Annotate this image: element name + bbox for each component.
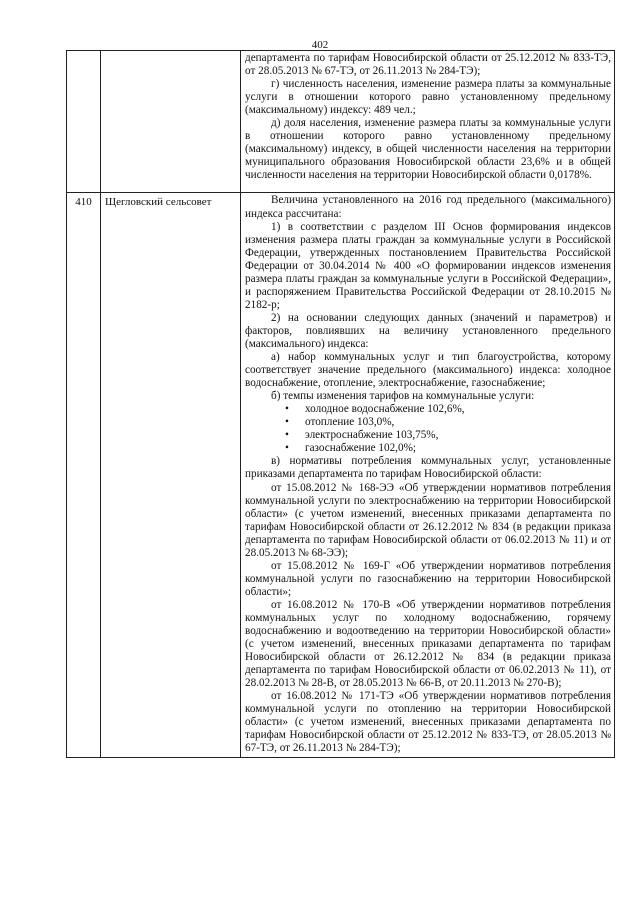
- paragraph: а) набор коммунальных услуг и тип благоустройства, которому соответствует значение предельного (максимального) индекса: холодное водоснабжение, отопление, электроснабжение, газоснабжение;: [245, 351, 611, 390]
- municipality-name: [101, 51, 241, 193]
- paragraph: 1) в соответствии с разделом III Основ формирования индексов изменения размера платы граждан за коммунальные услуги в Российской Федерации, утвержденных постановлением Правительства Российской Федерации от 30.04.2014 № 400 «О формировании индексов изменения размера платы граждан за коммунальные услуги в Российской Федерации», и распоряжением Правительства Российской Федерации от 28.10.2015 № 2182-р;: [245, 220, 611, 311]
- page-number: 402: [311, 39, 329, 51]
- paragraph: от 15.08.2012 № 168-ЭЭ «Об утверждении нормативов потребления коммунальной услуги по электроснабжению на территории Новосибирской области» (с учетом изменений, внесенных приказами департамента по тарифам Новосибирской области от 26.12.2012 № 834 (в редакции приказа департамента по тарифам Новосибирской области от 06.02.2013 № 11) и от 28.05.2013 № 68-ЭЭ);: [245, 481, 611, 559]
- row-number: [67, 51, 101, 193]
- list-item: • газоснабжение 102,0%;: [305, 442, 611, 455]
- paragraph: Величина установленного на 2016 год предельного (максимального) индекса рассчитана:: [245, 194, 611, 220]
- paragraph: 2) на основании следующих данных (значений и параметров) и факторов, повлиявших на величину установленного предельного (максимального) индекса:: [245, 311, 611, 350]
- paragraph: департамента по тарифам Новосибирской области от 25.12.2012 № 833-ТЭ, от 28.05.2013 № 67-ТЭ, от 26.11.2013 № 284-ТЭ);: [245, 52, 611, 78]
- row-text: [241, 193, 615, 758]
- list-item: • электроснабжение 103,75%,: [305, 429, 611, 442]
- list-item: • холодное водоснабжение 102,6%,: [305, 403, 611, 416]
- table-row: [67, 51, 615, 193]
- paragraph: д) доля населения, изменение размера платы за коммунальные услуги в отношении которого равно установленному предельному (максимальному) индексу, в общей численности населения на территории муниципального образования Новосибирской области 23,6% и в общей численности населения на территории Новосибирской области 0,0178%.: [245, 117, 611, 182]
- table-row: [67, 193, 615, 758]
- row-text: [241, 51, 615, 193]
- paragraph: б) темпы изменения тарифов на коммунальные услуги:: [271, 390, 535, 403]
- paragraph: г) численность населения, изменение размера платы за коммунальные услуги в отношении которого равно установленному предельному (максимальному) индексу: 489 чел.;: [245, 78, 611, 117]
- paragraph: от 16.08.2012 № 171-ТЭ «Об утверждении нормативов потребления коммунальной услуги по отоплению на территории Новосибирской области» (с учетом изменений, внесенных приказами департамента по тарифам Новосибирской области от 25.12.2012 № 833-ТЭ, от 28.05.2013 № 67-ТЭ, от 26.11.2013 № 284-ТЭ);: [245, 690, 611, 755]
- list-item: • отопление 103,0%,: [305, 416, 611, 429]
- tariff-table: [66, 50, 615, 758]
- paragraph: в) нормативы потребления коммунальных услуг, установленные приказами департамента по тарифам Новосибирской области:: [245, 455, 611, 481]
- paragraph: от 16.08.2012 № 170-В «Об утверждении нормативов потребления коммунальных услуг по холодному водоснабжению, горячему водоснабжению и водоотведению на территории Новосибирской области» (с учетом изменений, внесенных приказами департамента по тарифам Новосибирской области от 26.12.2012 № 834 (в редакции приказа департамента по тарифам Новосибирской области от 06.02.2013 № 11), от 28.02.2013 № 28-В, от 28.05.2013 № 66-В, от 20.11.2013 № 270-В);: [245, 598, 611, 690]
- paragraph: от 15.08.2012 № 169-Г «Об утверждении нормативов потребления коммунальной услуги по газоснабжению на территории Новосибирской области»;: [245, 559, 611, 598]
- municipality-name: Щегловский сельсовет: [101, 193, 241, 758]
- tariff-change-list: [245, 403, 611, 455]
- row-number: 410: [67, 193, 101, 758]
